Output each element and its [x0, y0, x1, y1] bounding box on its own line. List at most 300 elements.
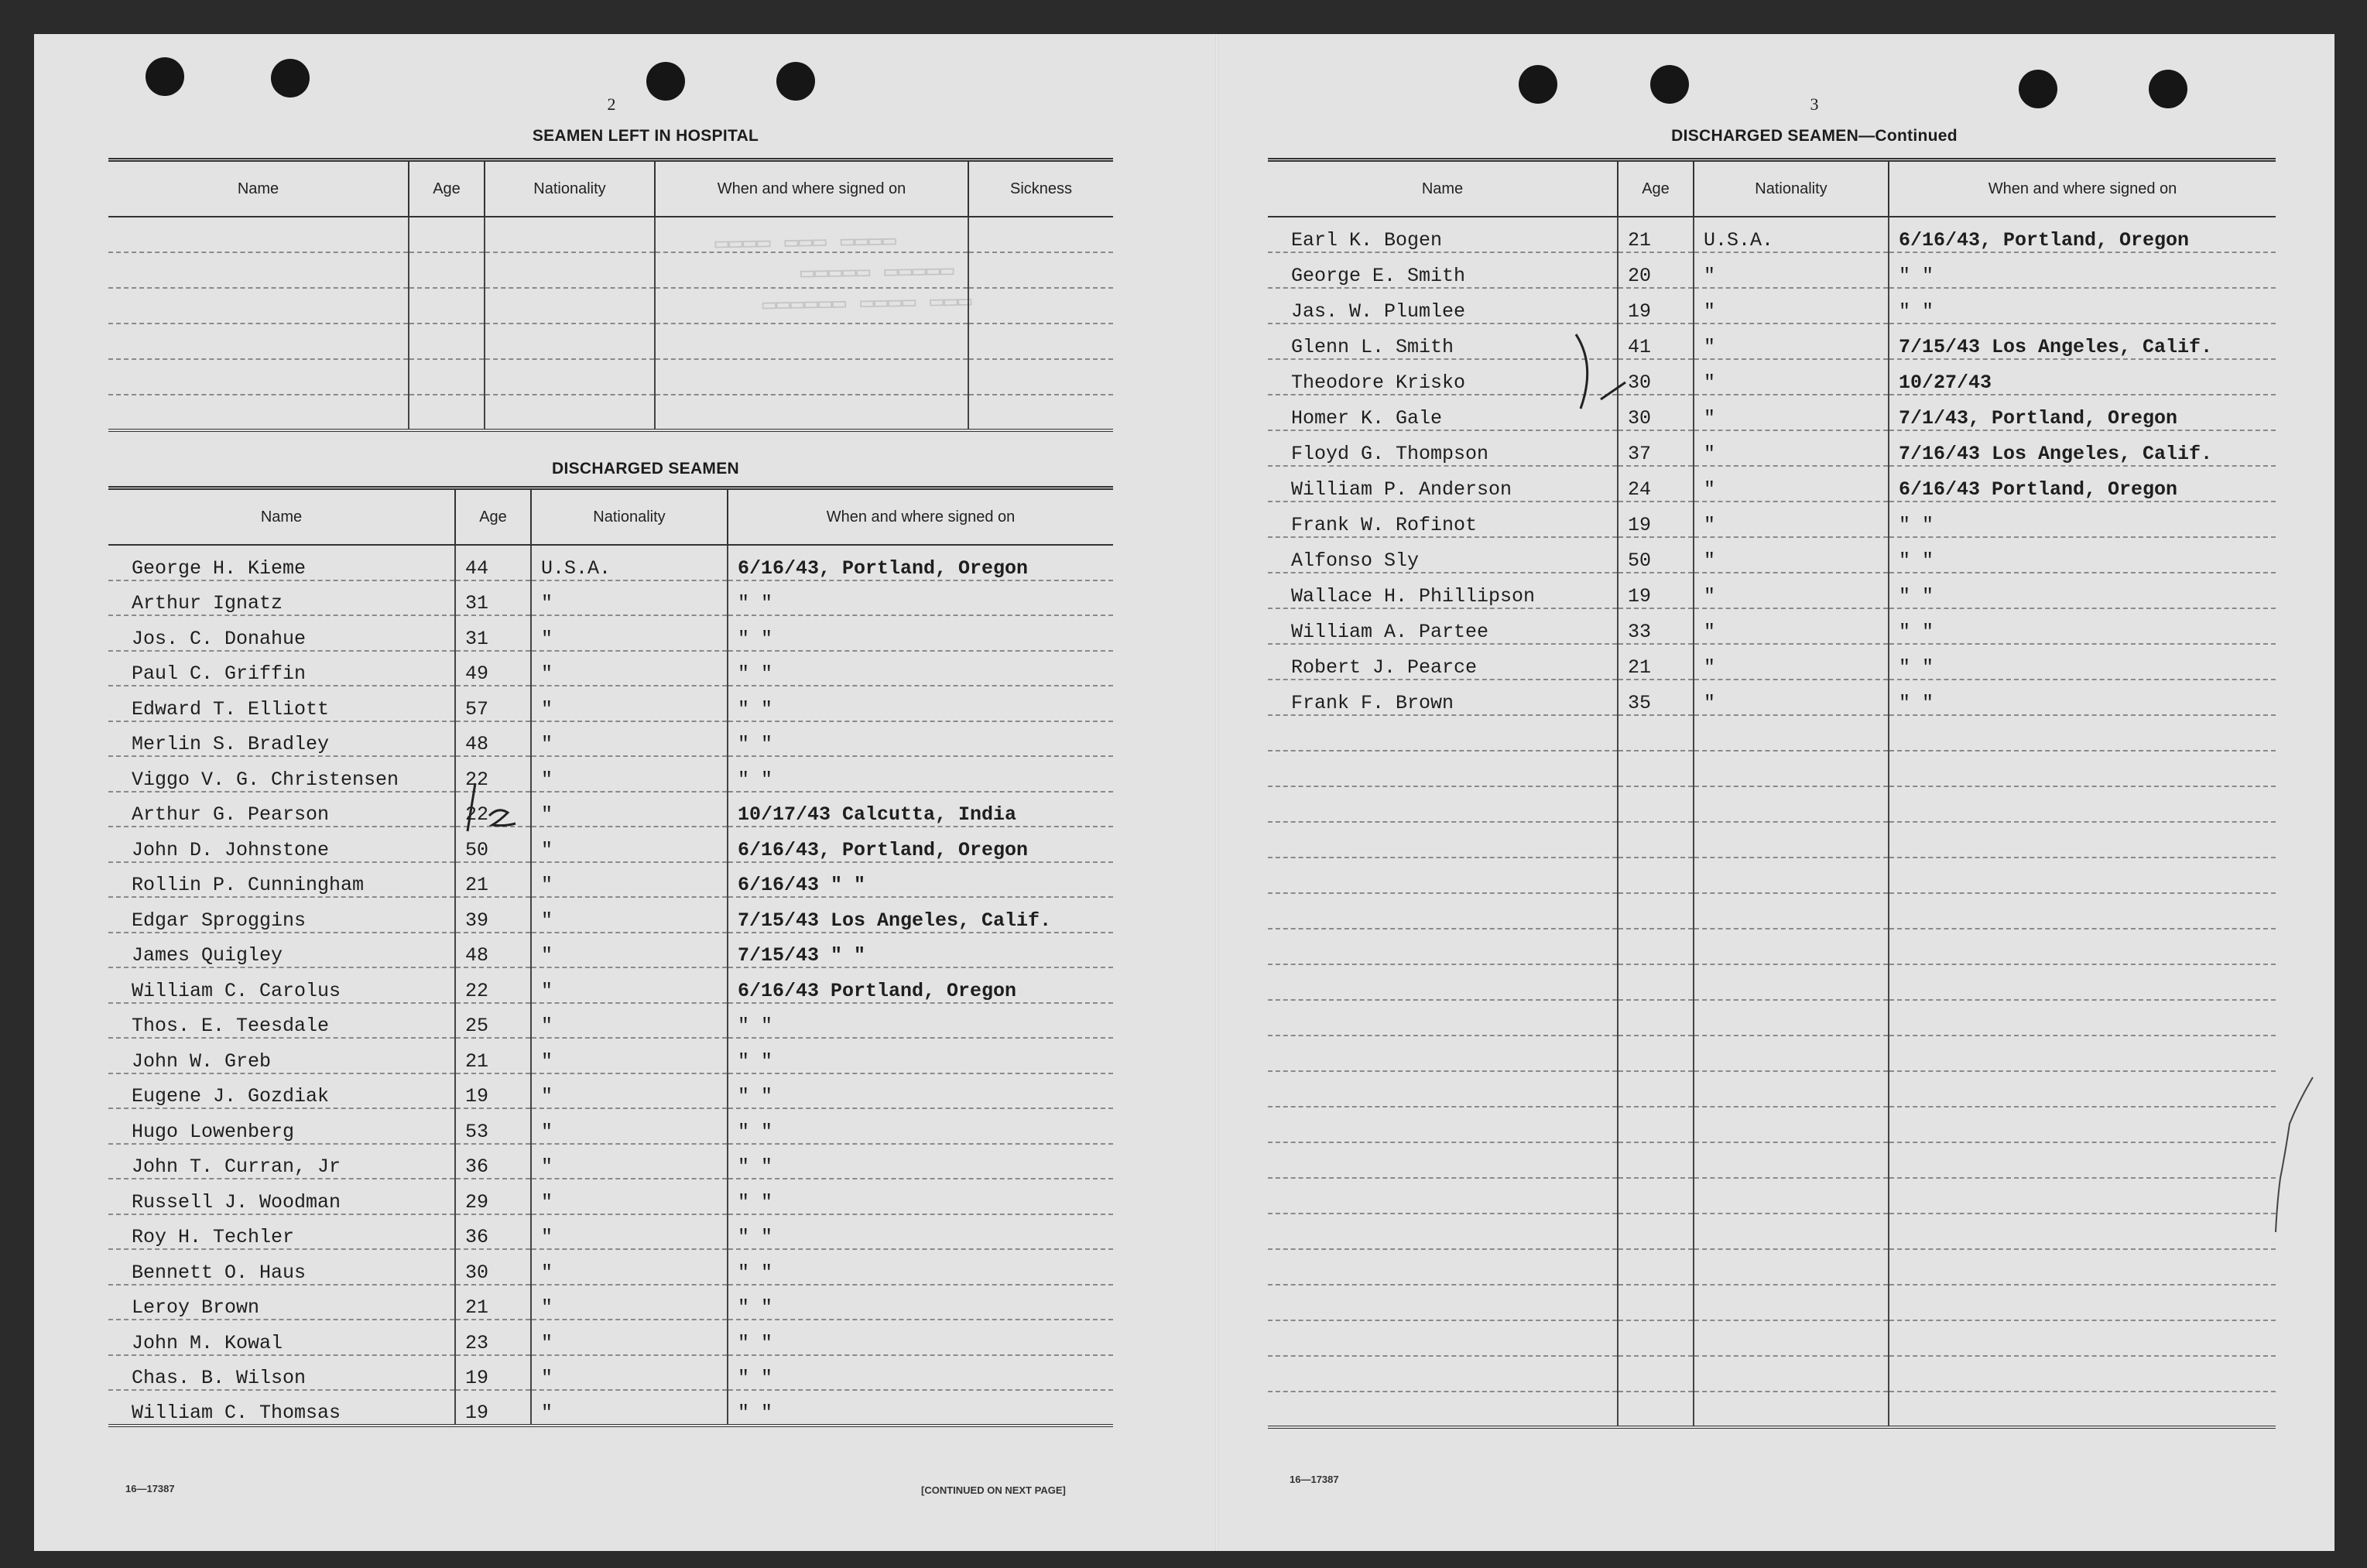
blank-cell: [1618, 929, 1694, 964]
blank-row: [1268, 1107, 2276, 1142]
cell-nationality: ": [531, 1144, 728, 1179]
blank-cell: [485, 217, 655, 252]
cell-name: Hugo Lowenberg: [108, 1108, 455, 1144]
blank-cell: [1889, 1356, 2276, 1392]
blank-cell: [1268, 1178, 1618, 1214]
blank-row: [108, 324, 1113, 359]
cell-age: 21: [455, 862, 531, 898]
cell-age: 48: [455, 721, 531, 757]
cell-signed-on: " ": [728, 1179, 1113, 1214]
blank-row: [1268, 1142, 2276, 1178]
cell-nationality: ": [1694, 680, 1889, 715]
blank-cell: [1889, 1036, 2276, 1071]
cell-age: 24: [1618, 466, 1694, 502]
cell-nationality: ": [1694, 608, 1889, 644]
cell-age: 19: [455, 1073, 531, 1109]
cell-nationality: ": [531, 1073, 728, 1109]
cell-signed-on: 6/16/43 Portland, Oregon: [1889, 466, 2276, 502]
cell-age: 20: [1618, 252, 1694, 288]
cell-nationality: ": [531, 1320, 728, 1355]
blank-row: [1268, 822, 2276, 858]
blank-cell: [1618, 786, 1694, 822]
blank-cell: [1889, 786, 2276, 822]
hospital-section-title: SEAMEN LEFT IN HOSPITAL: [532, 127, 759, 145]
blank-cell: [968, 395, 1113, 430]
blank-cell: [1694, 1036, 1889, 1071]
table-row: [108, 651, 1113, 686]
table-row: [1268, 537, 2276, 573]
cell-name: Russell J. Woodman: [108, 1179, 455, 1214]
cell-signed-on: " ": [728, 1285, 1113, 1320]
blank-cell: [1618, 1107, 1694, 1142]
cell-name: Merlin S. Bradley: [108, 721, 455, 757]
cell-age: 37: [1618, 430, 1694, 466]
blank-cell: [1268, 929, 1618, 964]
cell-age: 21: [1618, 644, 1694, 680]
cell-age: 30: [1618, 395, 1694, 430]
cell-nationality: ": [531, 1249, 728, 1285]
blank-cell: [1618, 893, 1694, 929]
cell-name: Edgar Sproggins: [108, 897, 455, 933]
blank-cell: [1889, 1000, 2276, 1036]
blank-cell: [1694, 893, 1889, 929]
blank-cell: [1889, 1107, 2276, 1142]
cell-age: 36: [455, 1144, 531, 1179]
cell-age: 35: [1618, 680, 1694, 715]
blank-row: [1268, 1392, 2276, 1427]
cell-nationality: ": [531, 1038, 728, 1073]
blank-cell: [1889, 893, 2276, 929]
blank-cell: [1889, 751, 2276, 786]
blank-cell: [1618, 1285, 1694, 1320]
blank-cell: [1268, 1356, 1618, 1392]
cell-signed-on: " ": [728, 1355, 1113, 1391]
blank-cell: [409, 288, 485, 324]
table-row: [108, 1108, 1113, 1144]
cell-age: 25: [455, 1003, 531, 1039]
cell-age: 23: [455, 1320, 531, 1355]
punch-hole: [146, 57, 184, 96]
page-number: 3: [1810, 94, 1819, 114]
table-row: [108, 933, 1113, 968]
blank-cell: [1618, 964, 1694, 1000]
cell-nationality: ": [531, 1003, 728, 1039]
blank-cell: [1694, 1142, 1889, 1178]
blank-cell: [655, 288, 968, 324]
blank-cell: [1618, 1178, 1694, 1214]
cell-signed-on: " ": [728, 756, 1113, 792]
cell-nationality: ": [1694, 502, 1889, 537]
cell-name: Chas. B. Wilson: [108, 1355, 455, 1391]
title-suffix: —Continued: [1858, 127, 1958, 145]
blank-row: [1268, 751, 2276, 786]
form-number: 16—17387: [125, 1483, 175, 1494]
table-row: [108, 615, 1113, 651]
blank-row: [108, 395, 1113, 430]
blank-cell: [1694, 929, 1889, 964]
blank-cell: [1694, 964, 1889, 1000]
table-row: [1268, 395, 2276, 430]
table-row: [108, 1073, 1113, 1109]
blank-cell: [1268, 786, 1618, 822]
blank-cell: [1268, 1249, 1618, 1285]
table-row: [1268, 466, 2276, 502]
cell-signed-on: " ": [728, 1038, 1113, 1073]
blank-row: [108, 288, 1113, 324]
blank-cell: [108, 217, 409, 252]
cell-signed-on: 7/1/43, Portland, Oregon: [1889, 395, 2276, 430]
col-header-nationality: Nationality: [485, 160, 655, 217]
table-row: [1268, 217, 2276, 252]
blank-cell: [968, 252, 1113, 288]
table-row: [108, 545, 1113, 580]
blank-row: [1268, 858, 2276, 893]
blank-row: [1268, 715, 2276, 751]
cell-name: Rollin P. Cunningham: [108, 862, 455, 898]
table-row: [108, 1214, 1113, 1250]
cell-nationality: ": [1694, 430, 1889, 466]
discharged-section-title: DISCHARGED SEAMEN: [552, 460, 739, 478]
table-row: [108, 1179, 1113, 1214]
cell-signed-on: 6/16/43, Portland, Oregon: [728, 827, 1113, 862]
blank-cell: [1889, 964, 2276, 1000]
cell-age: 36: [455, 1214, 531, 1250]
blank-cell: [1268, 715, 1618, 751]
cell-signed-on: 7/15/43 Los Angeles, Calif.: [1889, 324, 2276, 359]
blank-cell: [1889, 858, 2276, 893]
blank-cell: [1889, 822, 2276, 858]
blank-cell: [1694, 1285, 1889, 1320]
cell-nationality: ": [531, 651, 728, 686]
cell-signed-on: " ": [728, 1214, 1113, 1250]
cell-age: 22: [455, 792, 531, 827]
blank-cell: [1268, 1107, 1618, 1142]
blank-cell: [1268, 1036, 1618, 1071]
blank-cell: [1618, 751, 1694, 786]
blank-cell: [1889, 1178, 2276, 1214]
table-row: [108, 756, 1113, 792]
form-number: 16—17387: [1290, 1474, 1339, 1485]
cell-nationality: ": [1694, 359, 1889, 395]
blank-cell: [1268, 858, 1618, 893]
cell-signed-on: " ": [728, 1249, 1113, 1285]
cell-age: 53: [455, 1108, 531, 1144]
cell-age: 31: [455, 615, 531, 651]
cell-age: 50: [1618, 537, 1694, 573]
cell-signed-on: " ": [1889, 644, 2276, 680]
cell-name: Frank F. Brown: [1268, 680, 1618, 715]
cell-signed-on: 7/15/43 " ": [728, 933, 1113, 968]
cell-nationality: U.S.A.: [1694, 217, 1889, 252]
blank-cell: [1618, 1214, 1694, 1249]
blank-cell: [968, 217, 1113, 252]
table-row: [108, 967, 1113, 1003]
col-header-age: Age: [1618, 160, 1694, 217]
cell-nationality: ": [531, 827, 728, 862]
punch-hole: [2149, 70, 2187, 108]
cell-signed-on: " ": [1889, 573, 2276, 608]
title-text: DISCHARGED SEAMEN: [1671, 127, 1859, 145]
cell-signed-on: " ": [728, 1320, 1113, 1355]
table-row: [108, 580, 1113, 616]
punch-hole: [776, 62, 815, 101]
cell-name: William C. Carolus: [108, 967, 455, 1003]
table-row: [108, 827, 1113, 862]
blank-cell: [655, 217, 968, 252]
cell-nationality: ": [1694, 644, 1889, 680]
blank-cell: [1694, 786, 1889, 822]
cell-name: Glenn L. Smith: [1268, 324, 1618, 359]
cell-signed-on: " ": [728, 1003, 1113, 1039]
blank-cell: [1889, 1392, 2276, 1427]
paper-tear-mark: [2268, 1071, 2330, 1241]
blank-cell: [968, 359, 1113, 395]
col-header-nationality: Nationality: [1694, 160, 1889, 217]
cell-age: 48: [455, 933, 531, 968]
cell-age: 44: [455, 545, 531, 580]
blank-cell: [1694, 1249, 1889, 1285]
blank-cell: [1618, 1036, 1694, 1071]
cell-signed-on: 6/16/43 " ": [728, 862, 1113, 898]
blank-cell: [108, 395, 409, 430]
cell-name: Roy H. Techler: [108, 1214, 455, 1250]
discharged-table-right: [1268, 158, 2276, 1429]
document-sheet: [34, 34, 2334, 1551]
cell-name: Jos. C. Donahue: [108, 615, 455, 651]
col-header-name: Name: [1268, 160, 1618, 217]
cell-nationality: ": [1694, 288, 1889, 324]
blank-cell: [485, 252, 655, 288]
table-row: [1268, 430, 2276, 466]
cell-signed-on: " ": [1889, 608, 2276, 644]
blank-cell: [1268, 1320, 1618, 1356]
cell-name: James Quigley: [108, 933, 455, 968]
cell-name: Thos. E. Teesdale: [108, 1003, 455, 1039]
cell-name: Arthur G. Pearson: [108, 792, 455, 827]
blank-cell: [1268, 1392, 1618, 1427]
pen-check-mark: [429, 777, 529, 839]
cell-name: George E. Smith: [1268, 252, 1618, 288]
blank-cell: [409, 324, 485, 359]
cell-name: William C. Thomsas: [108, 1390, 455, 1426]
cell-nationality: ": [531, 721, 728, 757]
cell-nationality: ": [531, 615, 728, 651]
blank-cell: [1618, 1392, 1694, 1427]
discharged-continued-title: [1466, 127, 2163, 146]
table-row: [108, 792, 1113, 827]
cell-age: 21: [455, 1285, 531, 1320]
cell-age: 19: [455, 1355, 531, 1391]
blank-cell: [1618, 1000, 1694, 1036]
col-header-name: Name: [108, 488, 455, 546]
table-row: [1268, 359, 2276, 395]
table-row: [1268, 608, 2276, 644]
cell-age: 22: [455, 967, 531, 1003]
blank-cell: [1694, 715, 1889, 751]
cell-name: John D. Johnstone: [108, 827, 455, 862]
cell-signed-on: " ": [1889, 680, 2276, 715]
blank-cell: [1889, 1285, 2276, 1320]
cell-name: Earl K. Bogen: [1268, 217, 1618, 252]
cell-signed-on: " ": [728, 1144, 1113, 1179]
cell-name: Viggo V. G. Christensen: [108, 756, 455, 792]
cell-age: 41: [1618, 324, 1694, 359]
cell-signed-on: " ": [1889, 252, 2276, 288]
blank-cell: [1618, 822, 1694, 858]
blank-cell: [1694, 858, 1889, 893]
blank-cell: [655, 395, 968, 430]
cell-signed-on: 6/16/43, Portland, Oregon: [728, 545, 1113, 580]
cell-signed-on: 6/16/43, Portland, Oregon: [1889, 217, 2276, 252]
continued-note: [CONTINUED ON NEXT PAGE]: [921, 1484, 1066, 1496]
cell-name: George H. Kieme: [108, 545, 455, 580]
table-row: [108, 1003, 1113, 1039]
cell-age: 21: [455, 1038, 531, 1073]
blank-cell: [655, 252, 968, 288]
table-row: [108, 721, 1113, 757]
cell-signed-on: " ": [728, 1108, 1113, 1144]
blank-cell: [1889, 1071, 2276, 1107]
cell-nationality: ": [531, 686, 728, 721]
blank-cell: [655, 359, 968, 395]
col-header-signed-on: When and where signed on: [655, 160, 968, 217]
blank-cell: [1618, 715, 1694, 751]
blank-cell: [1618, 858, 1694, 893]
blank-row: [1268, 1249, 2276, 1285]
blank-cell: [1268, 1071, 1618, 1107]
col-header-age: Age: [409, 160, 485, 217]
blank-row: [1268, 1036, 2276, 1071]
cell-name: Frank W. Rofinot: [1268, 502, 1618, 537]
cell-name: Theodore Krisko: [1268, 359, 1618, 395]
blank-cell: [485, 288, 655, 324]
cell-signed-on: " ": [728, 615, 1113, 651]
cell-name: Leroy Brown: [108, 1285, 455, 1320]
blank-cell: [1694, 822, 1889, 858]
hospital-table: [108, 158, 1113, 432]
cell-age: 50: [455, 827, 531, 862]
cell-nationality: ": [1694, 573, 1889, 608]
blank-cell: [1618, 1249, 1694, 1285]
col-header-sickness: Sickness: [968, 160, 1113, 217]
cell-name: John M. Kowal: [108, 1320, 455, 1355]
blank-cell: [485, 359, 655, 395]
table-row: [1268, 644, 2276, 680]
blank-cell: [1694, 1392, 1889, 1427]
blank-row: [1268, 786, 2276, 822]
table-row: [108, 1390, 1113, 1426]
cell-signed-on: " ": [728, 580, 1113, 616]
blank-cell: [1889, 1249, 2276, 1285]
blank-cell: [1889, 1142, 2276, 1178]
cell-signed-on: " ": [1889, 537, 2276, 573]
col-header-age: Age: [455, 488, 531, 546]
blank-cell: [108, 288, 409, 324]
cell-signed-on: 10/17/43 Calcutta, India: [728, 792, 1113, 827]
table-row: [108, 1144, 1113, 1179]
cell-name: Floyd G. Thompson: [1268, 430, 1618, 466]
cell-age: 33: [1618, 608, 1694, 644]
table-row: [108, 897, 1113, 933]
cell-nationality: ": [531, 1355, 728, 1391]
cell-signed-on: " ": [1889, 288, 2276, 324]
cell-nationality: ": [531, 756, 728, 792]
blank-cell: [1694, 1214, 1889, 1249]
table-row: [1268, 573, 2276, 608]
punch-hole: [646, 62, 685, 101]
cell-name: Arthur Ignatz: [108, 580, 455, 616]
table-row: [108, 1249, 1113, 1285]
cell-signed-on: " ": [728, 651, 1113, 686]
cell-signed-on: 6/16/43 Portland, Oregon: [728, 967, 1113, 1003]
blank-cell: [409, 395, 485, 430]
blank-cell: [1268, 1000, 1618, 1036]
table-row: [1268, 252, 2276, 288]
blank-cell: [1268, 964, 1618, 1000]
blank-cell: [1889, 1320, 2276, 1356]
cell-nationality: ": [531, 1108, 728, 1144]
cell-nationality: ": [531, 862, 728, 898]
cell-signed-on: 7/15/43 Los Angeles, Calif.: [728, 897, 1113, 933]
blank-row: [1268, 1285, 2276, 1320]
blank-row: [1268, 964, 2276, 1000]
cell-nationality: ": [1694, 537, 1889, 573]
cell-signed-on: " ": [728, 686, 1113, 721]
cell-nationality: ": [531, 1214, 728, 1250]
blank-cell: [1889, 929, 2276, 964]
blank-cell: [1618, 1320, 1694, 1356]
blank-cell: [1889, 715, 2276, 751]
cell-name: Jas. W. Plumlee: [1268, 288, 1618, 324]
blank-cell: [108, 324, 409, 359]
blank-row: [1268, 1356, 2276, 1392]
blank-row: [1268, 1178, 2276, 1214]
cell-age: 30: [455, 1249, 531, 1285]
blank-cell: [108, 359, 409, 395]
discharged-table-left: [108, 486, 1113, 1427]
cell-name: Alfonso Sly: [1268, 537, 1618, 573]
blank-cell: [968, 288, 1113, 324]
cell-nationality: ": [531, 1179, 728, 1214]
punch-hole: [1650, 65, 1689, 104]
blank-cell: [1694, 751, 1889, 786]
blank-cell: [1694, 1107, 1889, 1142]
cell-age: 57: [455, 686, 531, 721]
cell-nationality: ": [531, 933, 728, 968]
cell-name: Robert J. Pearce: [1268, 644, 1618, 680]
blank-cell: [1694, 1178, 1889, 1214]
blank-cell: [1268, 1142, 1618, 1178]
cell-nationality: ": [531, 1390, 728, 1426]
cell-age: 19: [455, 1390, 531, 1426]
table-row: [108, 862, 1113, 898]
cell-name: Homer K. Gale: [1268, 395, 1618, 430]
cell-age: 22: [455, 756, 531, 792]
blank-cell: [1268, 1214, 1618, 1249]
blank-row: [1268, 1071, 2276, 1107]
cell-name: Wallace H. Phillipson: [1268, 573, 1618, 608]
punch-hole: [2019, 70, 2057, 108]
cell-name: John W. Greb: [108, 1038, 455, 1073]
blank-row: [108, 359, 1113, 395]
table-row: [1268, 680, 2276, 715]
blank-cell: [655, 324, 968, 359]
cell-nationality: ": [531, 967, 728, 1003]
cell-nationality: ": [531, 1285, 728, 1320]
col-header-signed-on: When and where signed on: [728, 488, 1113, 546]
blank-row: [1268, 1000, 2276, 1036]
blank-cell: [1268, 893, 1618, 929]
